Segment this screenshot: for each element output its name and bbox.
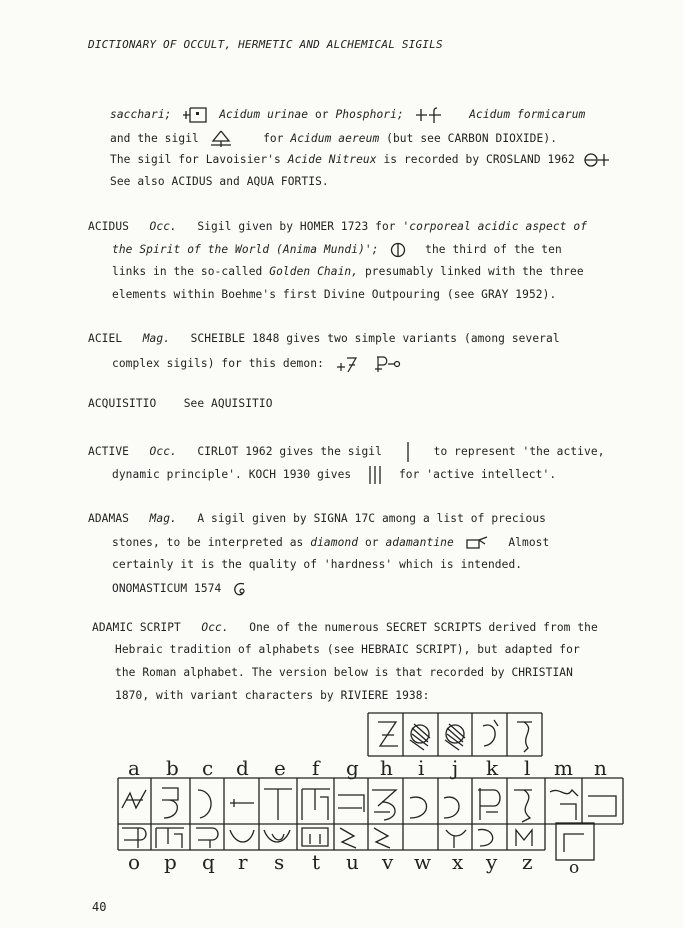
entry-active-line-1: ACTIVE Occ. CIRLOT 1962 gives the sigil to represent 'the active, xyxy=(88,441,605,463)
entry-adamas-line-2: stones, to be interpreted as diamond or adamantine Almost xyxy=(112,536,550,549)
intro-line-1: sacchari; Acidum urinae or Phosphori; Acidum formicarum xyxy=(110,106,585,124)
entry-term: ACQUISITIO xyxy=(88,397,157,410)
adamic-variant-glyph xyxy=(378,722,398,746)
entry-acidus-line-1: ACIDUS Occ. Sigil given by HOMER 1723 for 'corporeal acidic aspect of xyxy=(88,220,588,233)
entry-term: ADAMIC SCRIPT xyxy=(92,621,181,634)
entry-adamic-line-3: the Roman alphabet. The version below is that recorded by CHRISTIAN xyxy=(115,666,573,679)
alphabet-label: q xyxy=(202,850,215,874)
intro-line-2: and the sigil for Acidum aereum (but see CARBON DIOXIDE). xyxy=(110,130,557,148)
adamic-glyph-l xyxy=(514,790,532,822)
entry-adamic-line-4: 1870, with variant characters by RIVIERE 1938: xyxy=(115,689,430,702)
alphabet-label: l xyxy=(524,756,531,780)
alphabet-label: g xyxy=(346,756,359,780)
page-number: 40 xyxy=(92,900,107,914)
adamic-glyph-q xyxy=(196,828,218,848)
adamic-glyph-u xyxy=(340,828,356,848)
alphabet-label: e xyxy=(274,756,286,780)
entry-adamas-line-3: certainly it is the quality of 'hardness' which is intended. xyxy=(112,558,523,571)
alphabet-label: z xyxy=(522,850,533,874)
entry-acidus-line-3: links in the so-called Golden Chain, presumably linked with the three xyxy=(112,265,584,278)
alphabet-label: h xyxy=(380,756,393,780)
alphabet-label: k xyxy=(486,756,499,780)
alphabet-label: a xyxy=(128,756,140,780)
alphabet-label: i xyxy=(418,756,425,780)
alphabet-label: v xyxy=(382,850,394,874)
adamic-glyph-p xyxy=(156,828,184,848)
adamic-variant-glyph xyxy=(483,720,498,746)
adamic-variant-glyph xyxy=(517,722,532,752)
alphabet-label: s xyxy=(274,850,285,874)
adamic-glyph-g xyxy=(338,795,364,812)
adamic-glyph-j xyxy=(444,797,459,818)
alphabet-label: n xyxy=(594,756,607,780)
adamic-glyph-v xyxy=(374,828,390,848)
adamic-glyph-c xyxy=(198,790,211,818)
alphabet-label: x xyxy=(452,850,464,874)
alphabet-label: u xyxy=(346,850,359,874)
alphabet-label: c xyxy=(202,756,214,780)
adamic-glyph-e xyxy=(264,789,292,820)
running-header: DICTIONARY OF OCCULT, HERMETIC AND ALCHEMICAL SIGILS xyxy=(88,38,443,51)
adamic-glyph-n xyxy=(588,796,616,816)
entry-acquisitio: ACQUISITIO See AQUISITIO xyxy=(88,397,273,410)
alphabet-label: w xyxy=(414,850,432,874)
alphabet-label: y xyxy=(486,850,498,874)
adamic-variant-glyph xyxy=(410,724,430,750)
intro-line-3: The sigil for Lavoisier's Acide Nitreux is recorded by CROSLAND 1962 xyxy=(110,152,614,168)
adamic-glyph-r xyxy=(230,830,254,842)
entry-term: ADAMAS xyxy=(88,512,130,525)
entry-adamic-line-2: Hebraic tradition of alphabets (see HEBRAIC SCRIPT), but adapted for xyxy=(115,643,580,656)
entry-acidus-line-2: the Spirit of the World (Anima Mundi)'; the third of the ten xyxy=(112,243,562,256)
entry-term: ACIEL xyxy=(88,332,123,345)
entry-adamas-line-4: ONOMASTICUM 1574 xyxy=(112,581,252,597)
entry-adamic-line-1: ADAMIC SCRIPT Occ. One of the numerous SECRET SCRIPTS derived from the xyxy=(92,621,598,634)
adamic-glyph-t xyxy=(302,828,328,846)
entry-active-line-2: dynamic principle'. KOCH 1930 gives for 'active intellect'. xyxy=(112,464,556,486)
entry-term: ACTIVE xyxy=(88,445,130,458)
intro-line-4: See also ACIDUS and AQUA FORTIS. xyxy=(110,175,329,188)
entry-term: ACIDUS xyxy=(88,220,130,233)
alphabet-label: f xyxy=(312,756,320,780)
adamic-glyph-f xyxy=(302,789,330,820)
alphabet-label: d xyxy=(236,756,249,780)
adamic-glyph-d xyxy=(230,799,254,807)
adamic-glyph-k xyxy=(478,788,500,820)
entry-aciel-line-2: complex sigils) for this demon: xyxy=(112,354,406,374)
adamic-glyph-h xyxy=(372,790,396,820)
adamic-glyph-o xyxy=(122,828,146,848)
alphabet-label: b xyxy=(166,756,179,780)
adamic-glyph-i xyxy=(410,797,427,818)
alphabet-label: o xyxy=(569,858,580,878)
alphabet-label: j xyxy=(452,756,459,780)
alphabet-label: o xyxy=(128,850,141,874)
entry-acidus-line-4: elements within Boehme's first Divine Outpouring (see GRAY 1952). xyxy=(112,288,557,301)
adamic-glyph-x xyxy=(446,830,466,848)
alphabet-label: m xyxy=(554,756,573,780)
adamic-glyph-b xyxy=(162,788,178,818)
adamic-glyph-s xyxy=(264,830,290,842)
entry-adamas-line-1: ADAMAS Mag. A sigil given by SIGNA 17C among a list of precious xyxy=(88,512,546,525)
adamic-glyph-y xyxy=(478,829,493,846)
alphabet-label: p xyxy=(164,850,177,874)
entry-aciel-line-1: ACIEL Mag. SCHEIBLE 1848 gives two simple variants (among several xyxy=(88,332,560,345)
adamic-glyph-a xyxy=(122,790,146,808)
alphabet-label: r xyxy=(238,850,248,874)
adamic-glyph-m xyxy=(550,790,578,820)
alphabet-label: t xyxy=(312,850,321,874)
adamic-glyph-extra-o xyxy=(564,834,584,852)
adamic-glyph-z xyxy=(516,830,532,846)
adamic-variant-glyph xyxy=(445,724,465,750)
